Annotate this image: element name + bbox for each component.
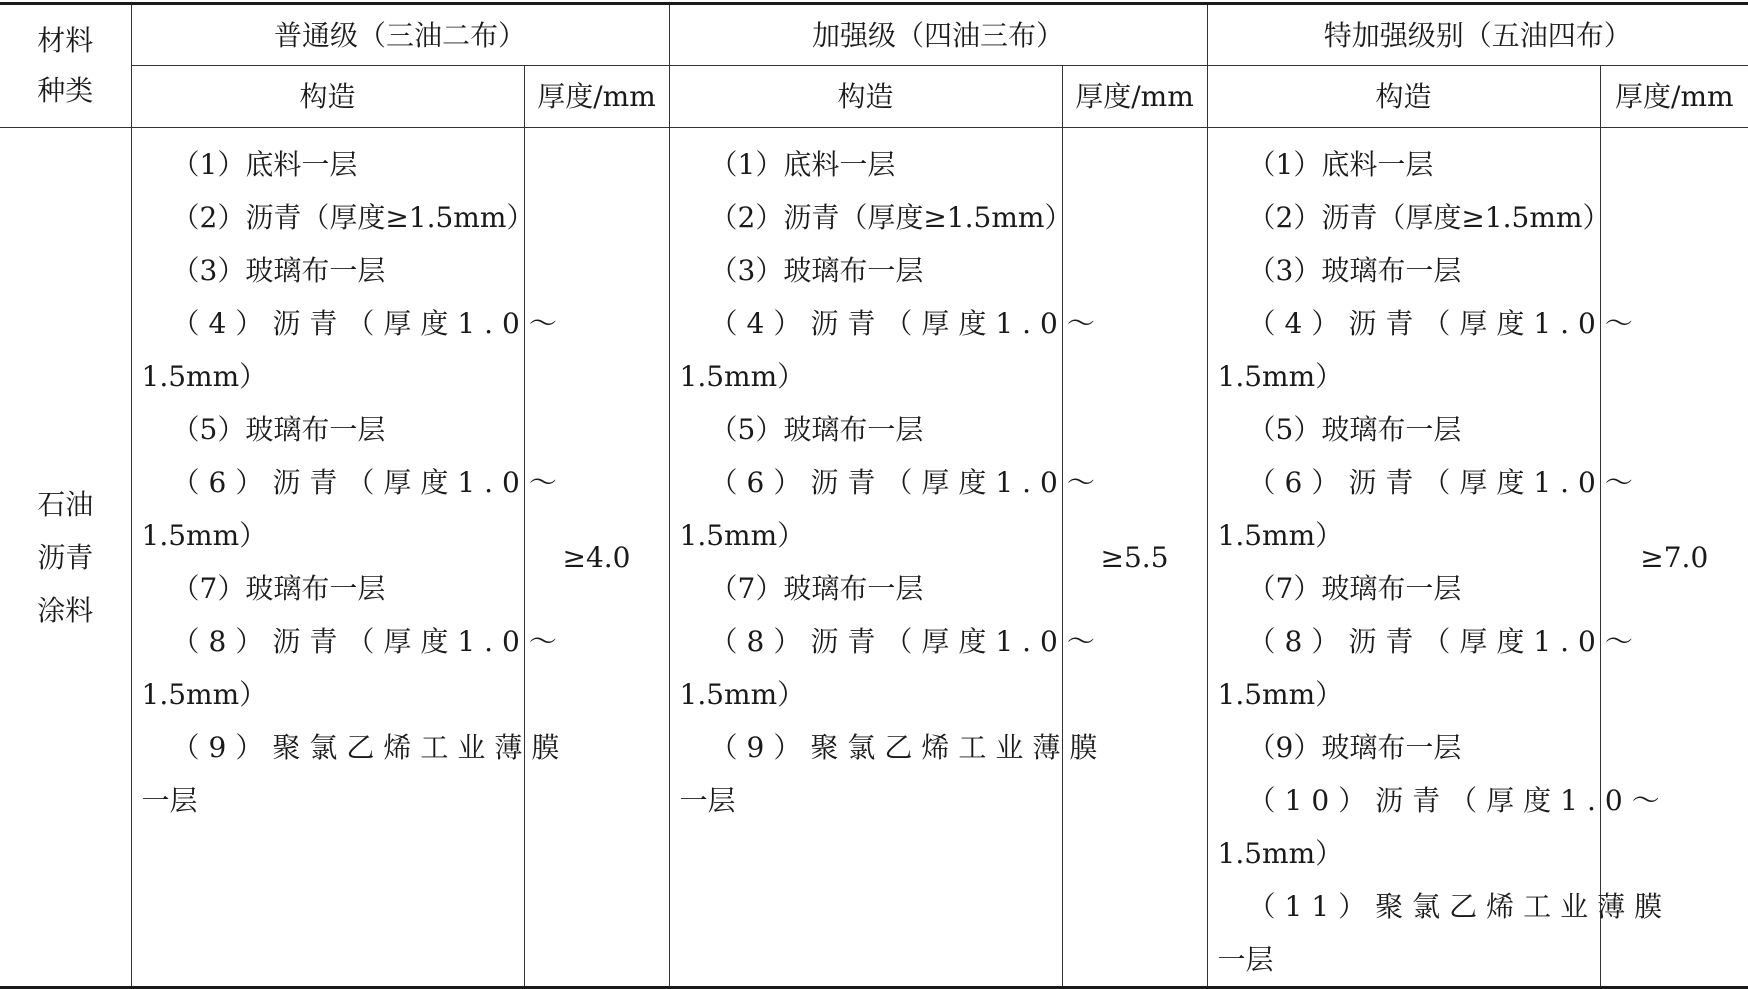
construction-step: （8）沥青（厚度1.0～ — [171, 625, 566, 658]
material-type-header-text: 材料 种类 — [37, 23, 94, 107]
construction-step: 1.5mm） — [141, 360, 268, 393]
construction-step: （5）玻璃布一层 — [1247, 413, 1462, 446]
coating-spec-table — [0, 2, 1748, 989]
construction-step: 1.5mm） — [1217, 519, 1344, 552]
construction-step: （1）底料一层 — [1247, 148, 1434, 181]
construction-step: 1.5mm） — [679, 360, 806, 393]
construction-step: （11）聚氯乙烯工业薄膜 — [1247, 890, 1672, 923]
construction-step: （5）玻璃布一层 — [171, 413, 386, 446]
construction-step: （4）沥青（厚度1.0～ — [1247, 307, 1642, 340]
body-row — [0, 128, 1748, 988]
material-type-header — [0, 4, 131, 128]
construction-step: 一层 — [1217, 943, 1274, 976]
group-header-extra-reinforced: 特加强级别（五油四布） — [1207, 4, 1748, 66]
header-row — [0, 4, 1748, 66]
thickness-cell-normal: ≥4.0 — [524, 128, 669, 988]
construction-step: （2）沥青（厚度≥1.5mm） — [171, 201, 535, 234]
subheader-row — [0, 66, 1748, 128]
construction-step: 一层 — [141, 784, 198, 817]
construction-step: （3）玻璃布一层 — [1247, 254, 1462, 287]
construction-step: 一层 — [679, 784, 736, 817]
construction-step: （5）玻璃布一层 — [709, 413, 924, 446]
material-type-text: 石油 沥青 涂料 — [37, 487, 94, 627]
thickness-cell-reinforced: ≥5.5 — [1062, 128, 1207, 988]
construction-step: （8）沥青（厚度1.0～ — [1247, 625, 1642, 658]
thickness-header: 厚度/mm — [1062, 66, 1207, 128]
construction-step: 1.5mm） — [141, 678, 268, 711]
construction-step: （9）聚氯乙烯工业薄膜 — [709, 731, 1107, 764]
material-type-cell — [0, 128, 131, 988]
construction-step: （7）玻璃布一层 — [709, 572, 924, 605]
group-header-reinforced: 加强级（四油三布） — [669, 4, 1207, 66]
construction-step: （6）沥青（厚度1.0～ — [1247, 466, 1642, 499]
construction-step: 1.5mm） — [1217, 678, 1344, 711]
construction-step: 1.5mm） — [1217, 360, 1344, 393]
construction-step: （9）玻璃布一层 — [1247, 731, 1462, 764]
group-header-normal: 普通级（三油二布） — [131, 4, 669, 66]
construction-step: （9）聚氯乙烯工业薄膜 — [171, 731, 569, 764]
construction-step: 1.5mm） — [679, 519, 806, 552]
construction-step: （8）沥青（厚度1.0～ — [709, 625, 1104, 658]
construction-step: （3）玻璃布一层 — [171, 254, 386, 287]
thickness-header: 厚度/mm — [524, 66, 669, 128]
construction-step: （4）沥青（厚度1.0～ — [709, 307, 1104, 340]
construction-step: （7）玻璃布一层 — [171, 572, 386, 605]
construction-step: （10）沥青（厚度1.0～ — [1247, 784, 1669, 817]
construction-step: （1）底料一层 — [171, 148, 358, 181]
construction-cell-normal — [131, 128, 569, 988]
construction-step: （1）底料一层 — [709, 148, 896, 181]
construction-step: （2）沥青（厚度≥1.5mm） — [709, 201, 1073, 234]
construction-cell-extra-reinforced — [1207, 128, 1672, 988]
construction-step: （7）玻璃布一层 — [1247, 572, 1462, 605]
thickness-cell-extra-reinforced: ≥7.0 — [1600, 128, 1748, 988]
construction-header: 构造 — [669, 66, 1062, 128]
construction-step: 1.5mm） — [1217, 837, 1344, 870]
construction-step: （2）沥青（厚度≥1.5mm） — [1247, 201, 1611, 234]
construction-cell-reinforced — [669, 128, 1107, 988]
construction-header: 构造 — [131, 66, 524, 128]
construction-step: （4）沥青（厚度1.0～ — [171, 307, 566, 340]
thickness-header: 厚度/mm — [1600, 66, 1748, 128]
construction-step: （6）沥青（厚度1.0～ — [709, 466, 1104, 499]
construction-step: 1.5mm） — [679, 678, 806, 711]
construction-step: （6）沥青（厚度1.0～ — [171, 466, 566, 499]
construction-step: 1.5mm） — [141, 519, 268, 552]
construction-header: 构造 — [1207, 66, 1600, 128]
construction-step: （3）玻璃布一层 — [709, 254, 924, 287]
